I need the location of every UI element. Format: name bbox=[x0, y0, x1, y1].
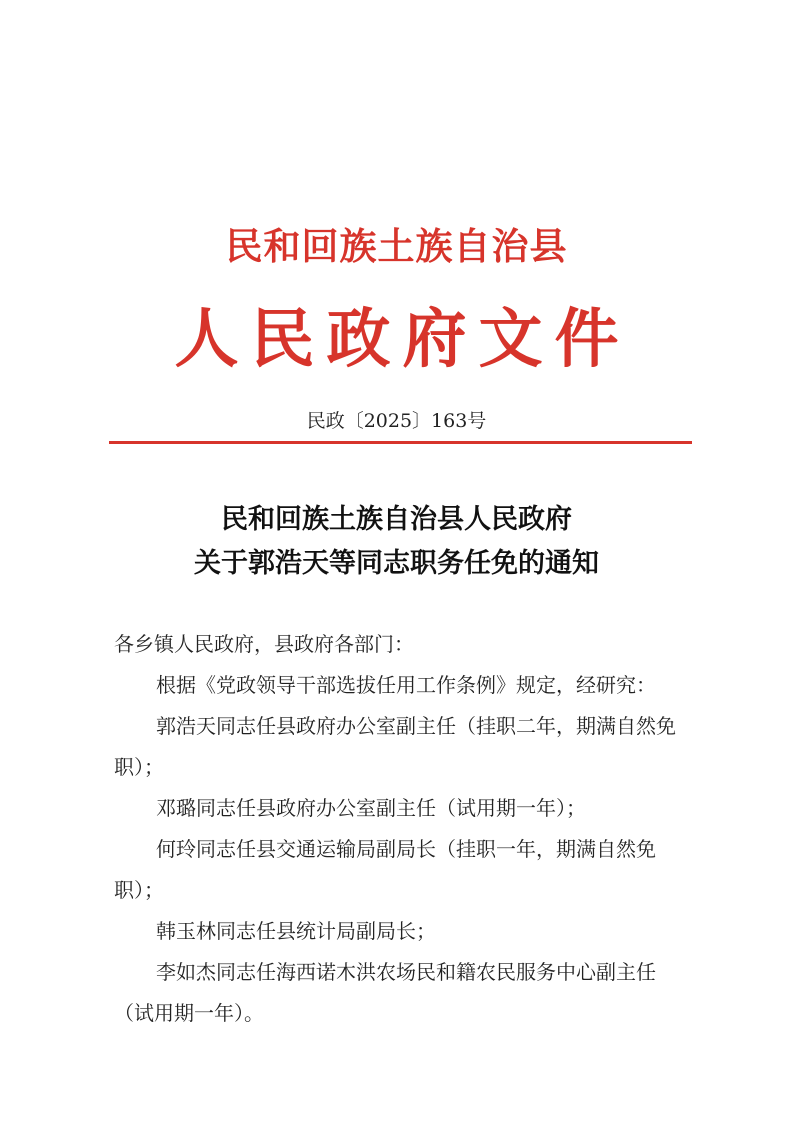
document-body bbox=[114, 624, 684, 1034]
paragraph-appointment-5: 李如杰同志任海西诺木洪农场民和籍农民服务中心副主任（试用期一年）。 bbox=[114, 960, 656, 1025]
paragraph-appointment-1: 郭浩天同志任县政府办公室副主任（挂职二年，期满自然免职）； bbox=[114, 714, 676, 779]
paragraph-appointment-2: 邓璐同志任县政府办公室副主任（试用期一年）； bbox=[156, 796, 586, 820]
title-line-2: 关于郭浩天等同志职务任免的通知 bbox=[194, 548, 599, 579]
paragraph-appointment-3: 何玲同志任县交通运输局副局长（挂职一年，期满自然免职）； bbox=[114, 837, 656, 902]
document-title bbox=[0, 498, 793, 586]
document-masthead: 人民政府文件 bbox=[174, 302, 631, 377]
paragraph-basis: 根据《党政领导干部选拔任用工作条例》规定，经研究： bbox=[156, 673, 656, 697]
title-line-1: 民和回族土族自治县人民政府 bbox=[221, 504, 572, 535]
red-divider bbox=[109, 441, 692, 444]
paragraph-appointment-4: 韩玉林同志任县统计局副局长； bbox=[156, 919, 436, 943]
document-number: 民政〔2025〕163号 bbox=[306, 410, 487, 432]
issuer-name: 民和回族土族自治县 bbox=[225, 224, 568, 268]
salutation: 各乡镇人民政府，县政府各部门： bbox=[114, 632, 414, 656]
